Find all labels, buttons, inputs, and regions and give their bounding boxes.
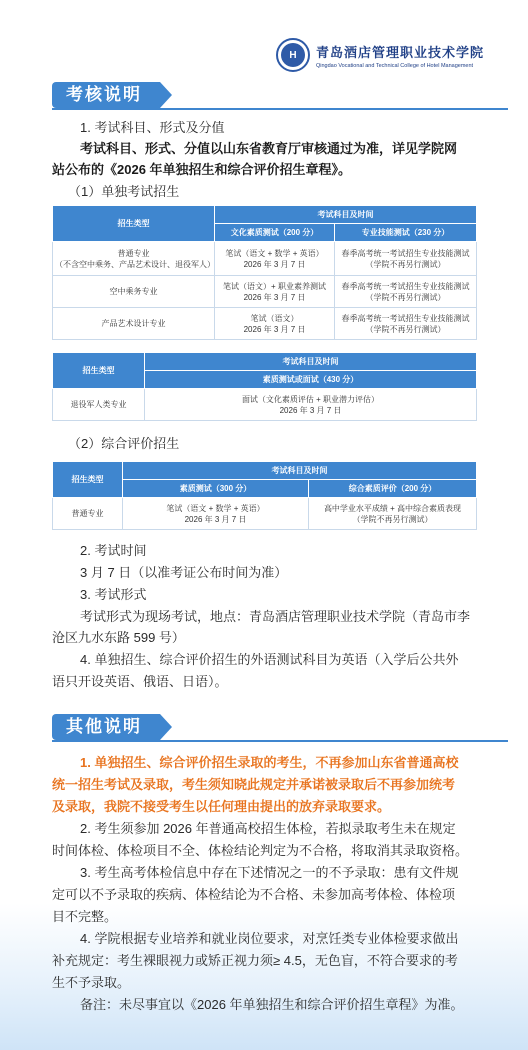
table3-header-subjects: 考试科目及时间 [123, 462, 477, 480]
exam-sub1-title: （1）单独考试招生 [68, 184, 180, 199]
other-p1-line-1: 1. 单独招生、综合评价招生录取的考生，不再参加山东省普通高校 [80, 755, 459, 770]
other-p4-line-3: 生不予录取。 [52, 975, 131, 990]
other-p2-line-2: 时间体检、体检项目不全、体检结论判定为不合格，将取消其录取资格。 [52, 843, 469, 858]
table-row: 退役军人类专业 面试（文化素质评估 + 职业潜力评估） 2026 年 3 月 7 日 [53, 389, 477, 421]
exam-p1-body-2: 站公布的《2026 年单独招生和综合评价招生章程》。 [52, 162, 352, 177]
table-single-exam [52, 205, 477, 340]
college-logo [276, 36, 496, 74]
table-row: 普通专业 （不含空中乘务、产品艺术设计、退役军人） 笔试（语文 + 数学 + 英语） 2026 年 3 月 7 日 春季高考统一考试招生专业技能测试 （学院不再另行测试） [53, 242, 477, 276]
section-header-exam: 考核说明 [52, 82, 508, 110]
table2-header-type: 招生类型 [53, 353, 145, 389]
college-emblem-icon: H [276, 38, 310, 72]
other-p3-line-1: 3. 考生高考体检信息中存在下述情况之一的不予录取：患有文件规 [80, 865, 459, 880]
table-row: 普通专业 笔试（语文 + 数学 + 英语） 2026 年 3 月 7 日 高中学业水平成绩 + 高中综合素质表现 （学院不再另行测试） [53, 498, 477, 530]
other-p1-line-2: 统一招生考试及录取，考生须知晓此规定并承诺被录取后不再参加统考 [52, 777, 456, 792]
table3-header-eval: 综合素质评价（200 分） [309, 480, 477, 498]
table3-header-quality: 素质测试（300 分） [123, 480, 309, 498]
other-p3-line-3: 目不完整。 [52, 909, 118, 924]
exam-p4-body-2: 语只开设英语、俄语、日语）。 [52, 674, 228, 689]
exam-p3-title: 3. 考试形式 [80, 587, 147, 602]
table1-header-culture: 文化素质测试（200 分） [215, 224, 335, 242]
exam-p1-body-1: 考试科目、形式、分值以山东省教育厅审核通过为准，详见学院网 [80, 141, 458, 156]
table-veteran [52, 352, 477, 421]
exam-p2-title: 2. 考试时间 [80, 543, 147, 558]
other-note: 备注：未尽事宜以《2026 年单独招生和综合评价招生章程》为准。 [80, 997, 464, 1012]
exam-p2-body: 3 月 7 日（以准考证公布时间为准） [80, 565, 288, 580]
logo-text [316, 42, 484, 69]
other-p3-line-2: 定可以不予录取的疾病、体检结论为不合格、未参加高考体检、体检项 [52, 887, 456, 902]
table-row: 产品艺术设计专业 笔试（语文） 2026 年 3 月 7 日 春季高考统一考试招生专业技能测试 （学院不再另行测试） [53, 308, 477, 340]
table1-header-subjects: 考试科目及时间 [215, 206, 477, 224]
exam-sub2-title: （2）综合评价招生 [68, 436, 180, 451]
other-p4-line-1: 4. 学院根据专业培养和就业岗位要求，对烹饪类专业体检要求做出 [80, 931, 459, 946]
other-p4-line-2: 补充规定：考生裸眼视力或矫正视力须≥ 4.5，无色盲，不符合要求的考 [52, 953, 458, 968]
logo-english-name: Qingdao Vocational and Technical College of Hotel Management [316, 62, 474, 69]
table1-header-type: 招生类型 [53, 206, 215, 242]
other-p2-line-1: 2. 考生须参加 2026 年普通高校招生体检，若拟录取考生未在规定 [80, 821, 456, 836]
table-comprehensive [52, 461, 477, 530]
exam-p1-title: 1. 考试科目、形式及分值 [80, 120, 225, 135]
table2-header-score: 素质测试或面试（430 分） [145, 371, 477, 389]
logo-chinese-name: 青岛酒店管理职业技术学院 [316, 45, 485, 61]
exam-p4-body-1: 4. 单独招生、综合评价招生的外语测试科目为英语（入学后公共外 [80, 652, 459, 667]
other-p1-line-3: 及录取，我院不接受考生以任何理由提出的放弃录取要求。 [52, 799, 391, 814]
table3-header-type: 招生类型 [53, 462, 123, 498]
table2-header-subjects: 考试科目及时间 [145, 353, 477, 371]
exam-p3-body-2: 沧区九水东路 599 号） [52, 630, 185, 645]
table1-header-skill: 专业技能测试（230 分） [335, 224, 477, 242]
section-header-other: 其他说明 [52, 714, 508, 742]
exam-p3-body-1: 考试形式为现场考试，地点：青岛酒店管理职业技术学院（青岛市李 [80, 609, 471, 624]
table-row: 空中乘务专业 笔试（语文）+ 职业素养测试 2026 年 3 月 7 日 春季高考统一考试招生专业技能测试 （学院不再另行测试） [53, 276, 477, 308]
